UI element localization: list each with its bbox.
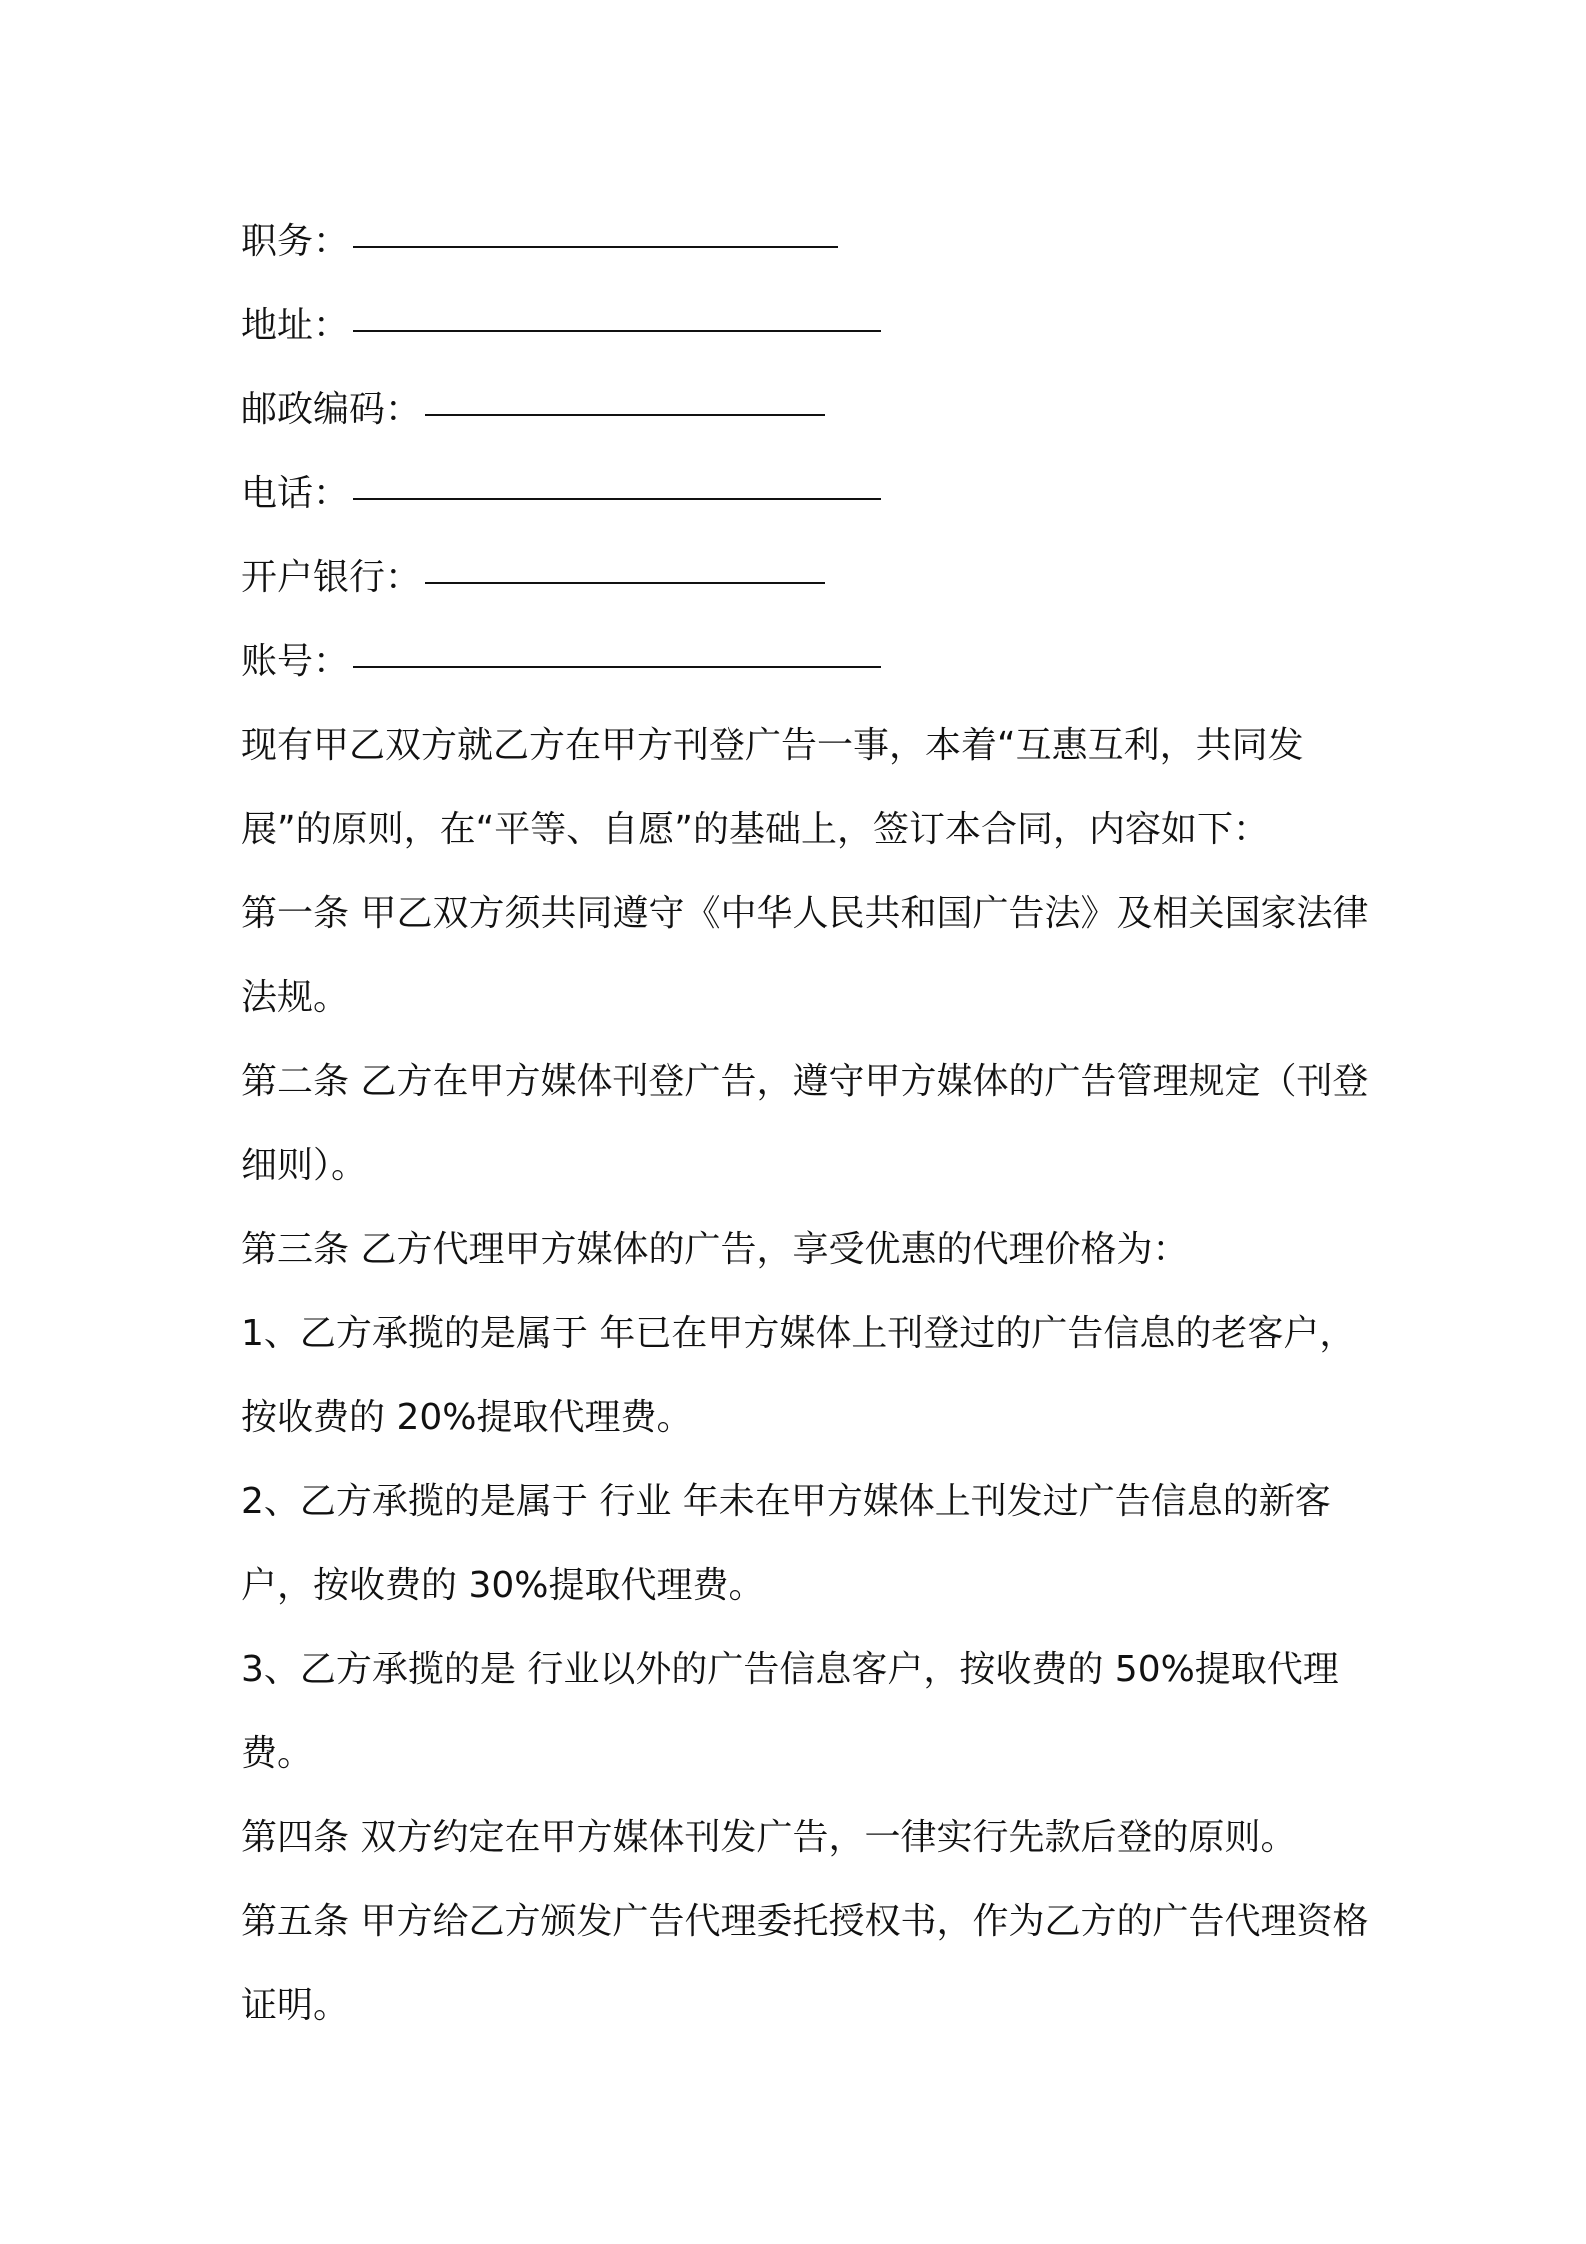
article-3-item-3: 3、乙方承揽的是 行业以外的广告信息客户，按收费的 50%提取代理费。 <box>241 1649 1339 1774</box>
address-field <box>241 284 1371 368</box>
address-blank <box>353 330 881 332</box>
article-3-item-2: 2、乙方承揽的是属于 行业 年未在甲方媒体上刊发过广告信息的新客户，按收费的 30%提取代理费。 <box>241 1481 1331 1606</box>
article-2: 第二条 乙方在甲方媒体刊登广告，遵守甲方媒体的广告管理规定（刊登细则）。 <box>241 1061 1369 1186</box>
postal-code-field <box>241 368 1371 452</box>
phone-field <box>241 452 1371 536</box>
postal-code-label: 邮政编码： <box>241 389 422 430</box>
preamble-paragraph: 现有甲乙双方就乙方在甲方刊登广告一事，本着“互惠互利，共同发展”的原则，在“平等、自愿”的基础上，签订本合同，内容如下： <box>241 725 1304 850</box>
account-label: 账号： <box>241 641 350 682</box>
postal-code-blank <box>425 414 825 416</box>
article-3: 第三条 乙方代理甲方媒体的广告，享受优惠的代理价格为： <box>241 1229 1189 1270</box>
article-4: 第四条 双方约定在甲方媒体刊发广告，一律实行先款后登的原则。 <box>241 1817 1297 1858</box>
bank-field <box>241 536 1371 620</box>
phone-label: 电话： <box>241 473 350 514</box>
article-5: 第五条 甲方给乙方颁发广告代理委托授权书，作为乙方的广告代理资格证明。 <box>241 1901 1369 2026</box>
address-label: 地址： <box>241 305 350 346</box>
contract-content <box>241 200 1371 2048</box>
article-1: 第一条 甲乙双方须共同遵守《中华人民共和国广告法》及相关国家法律法规。 <box>241 893 1369 1018</box>
article-3-item-1: 1、乙方承揽的是属于 年已在甲方媒体上刊登过的广告信息的老客户，按收费的 20%提取代理费。 <box>241 1313 1356 1438</box>
position-blank <box>353 246 838 248</box>
account-blank <box>353 666 881 668</box>
phone-blank <box>353 498 881 500</box>
position-label: 职务： <box>241 221 350 262</box>
position-field <box>241 200 1371 284</box>
bank-label: 开户银行： <box>241 557 422 598</box>
bank-blank <box>425 582 825 584</box>
account-field <box>241 620 1371 704</box>
